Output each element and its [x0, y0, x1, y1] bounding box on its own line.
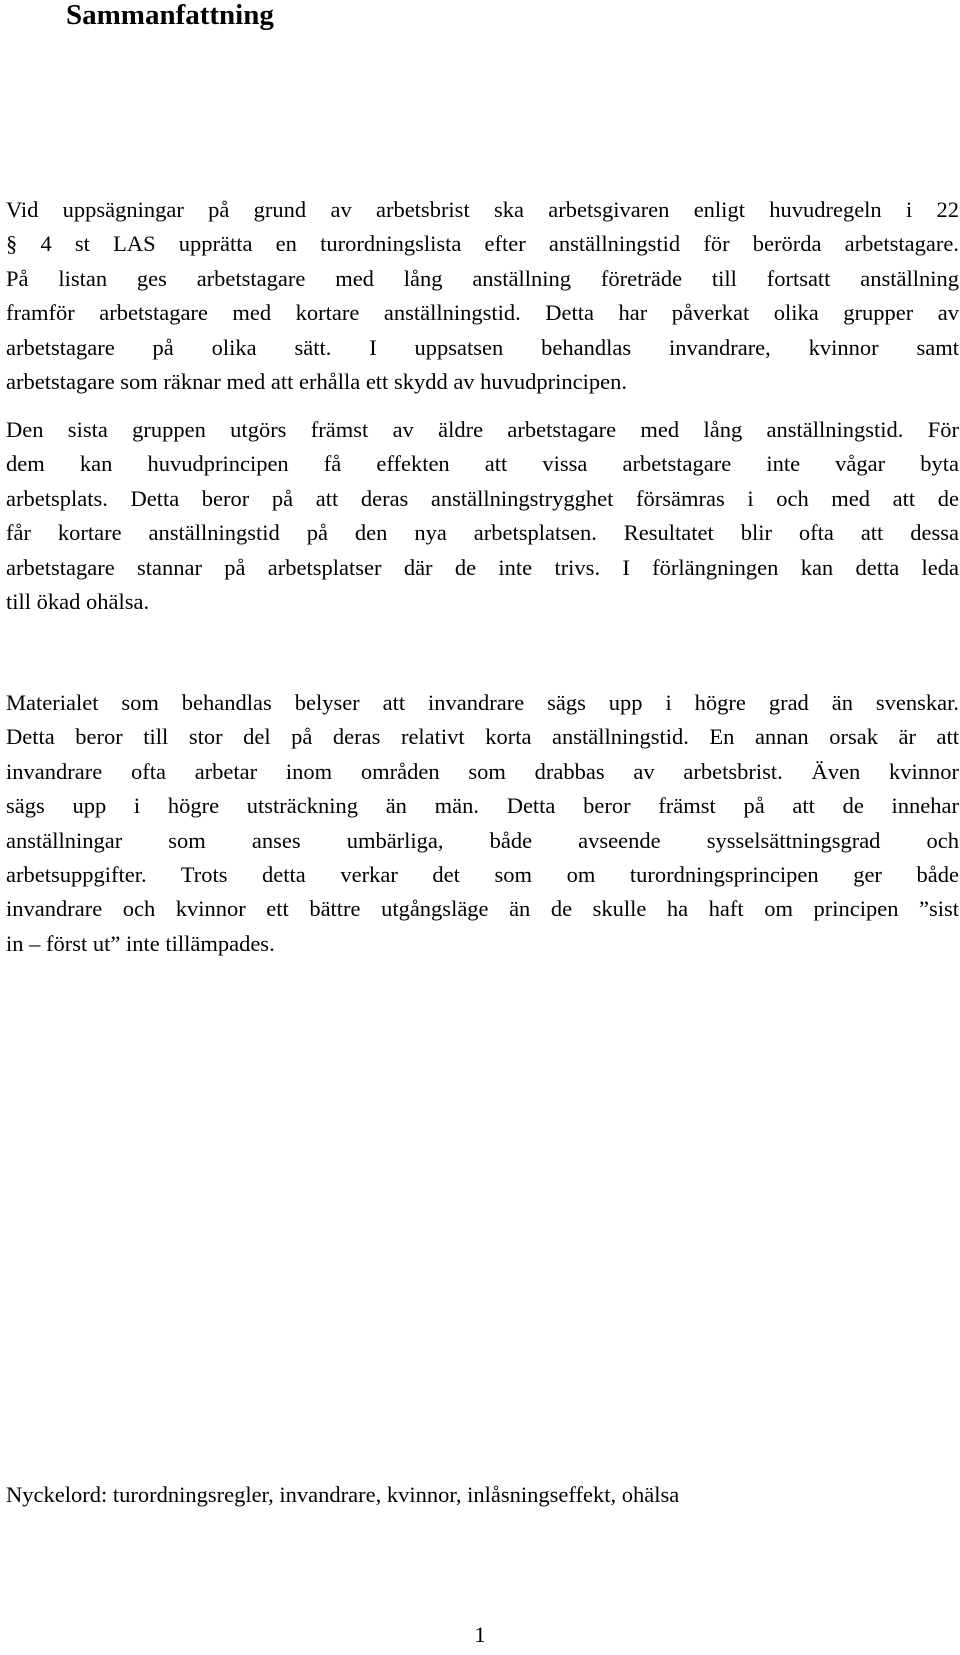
page-number: 1 — [474, 1622, 486, 1647]
paragraph-line: Materialet som behandlas belyser att invandrare sägs upp i högre grad än svenskar. — [6, 690, 959, 715]
paragraph-line: arbetsuppgifter. Trots detta verkar det som om turordningsprincipen ger både — [6, 862, 959, 888]
paragraph-line: invandrare ofta arbetar inom områden som drabbas av arbetsbrist. Även kvinnor — [6, 758, 959, 784]
paragraph-line: Den sista gruppen utgörs främst av äldre arbetstagare med lång anställningstid. För — [6, 417, 959, 442]
paragraph-line: arbetsplats. Detta beror på att deras anställningstrygghet försämras i och med att de — [6, 485, 959, 511]
paragraph-line: arbetstagare som räknar med att erhålla ett skydd av huvudprincipen. — [6, 369, 628, 395]
paragraph-3 — [6, 686, 959, 961]
paragraph-2 — [6, 413, 959, 619]
keywords-line: Nyckelord: turordningsregler, invandrare, kvinnor, inlåsningseffekt, ohälsa — [6, 1482, 680, 1507]
paragraph-line: in – först ut” inte tillämpades. — [6, 930, 275, 956]
paragraph-line: arbetstagare stannar på arbetsplatser där de inte trivs. I förlängningen kan detta leda — [6, 554, 959, 580]
paragraph-line: anställningar som anses umbärliga, både avseende sysselsättningsgrad och — [6, 827, 959, 853]
paragraph-line: Detta beror till stor del på deras relativt korta anställningstid. En annan orsak är att — [6, 724, 959, 750]
paragraph-line: arbetstagare på olika sätt. I uppsatsen behandlas invandrare, kvinnor samt — [6, 334, 959, 360]
paragraph-line: På listan ges arbetstagare med lång anställning företräde till fortsatt anställning — [6, 265, 959, 291]
paragraph-line: får kortare anställningstid på den nya arbetsplatsen. Resultatet blir ofta att dessa — [6, 520, 959, 546]
paragraph-line: invandrare och kvinnor ett bättre utgångsläge än de skulle ha haft om principen ”sist — [6, 896, 959, 922]
paragraph-line: Vid uppsägningar på grund av arbetsbrist ska arbetsgivaren enligt huvudregeln i 22 — [6, 197, 959, 222]
paragraph-line: framför arbetstagare med kortare anställningstid. Detta har påverkat olika grupper av — [6, 300, 959, 326]
page-title: Sammanfattning — [66, 0, 274, 31]
paragraph-line: dem kan huvudprincipen få effekten att vissa arbetstagare inte vågar byta — [6, 451, 959, 477]
paragraph-1 — [6, 193, 959, 399]
paragraph-line: § 4 st LAS upprätta en turordningslista efter anställningstid för berörda arbetstagare. — [6, 231, 959, 257]
paragraph-line: till ökad ohälsa. — [6, 589, 150, 615]
paragraph-line: sägs upp i högre utsträckning än män. Detta beror främst på att de innehar — [6, 793, 959, 819]
